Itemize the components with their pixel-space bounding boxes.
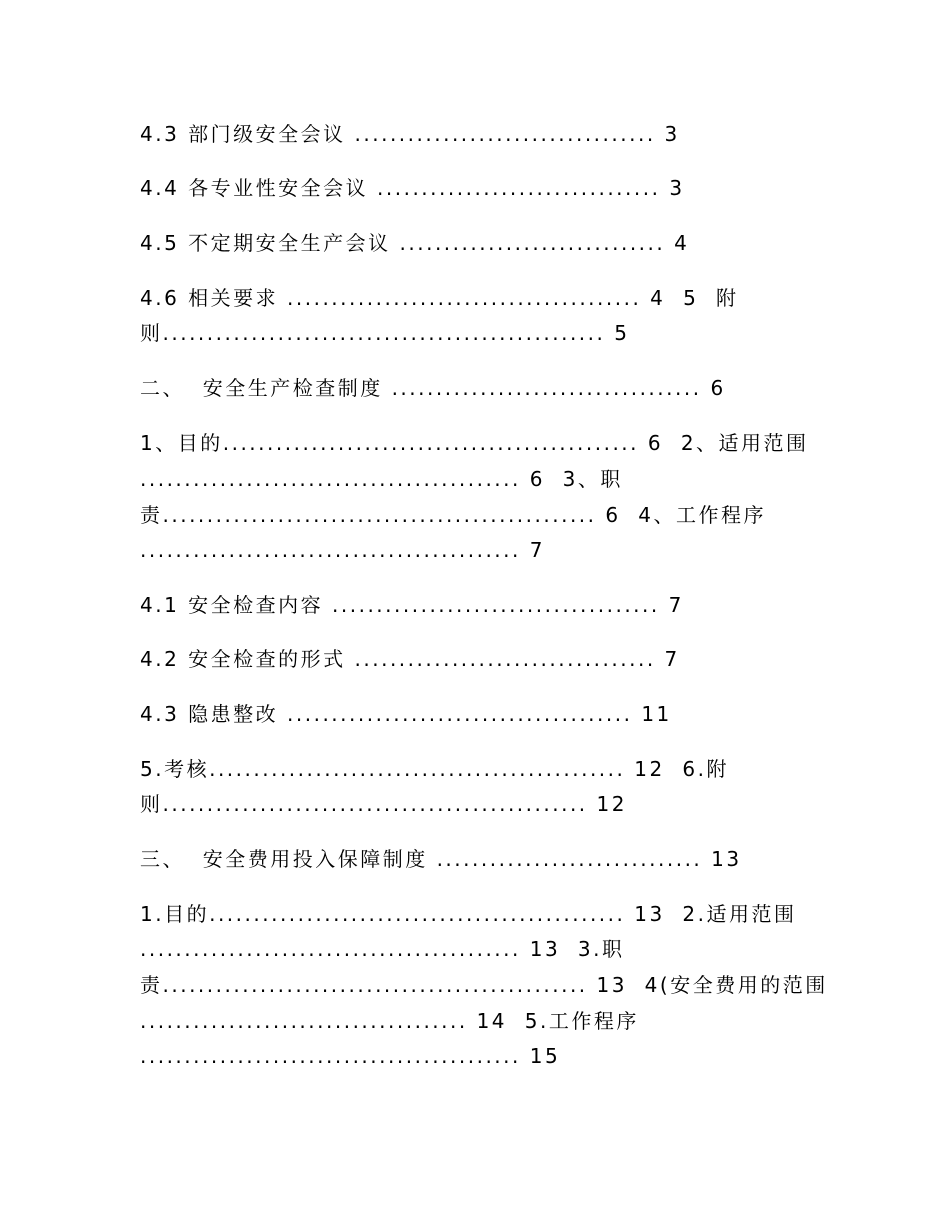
toc-line: 则.................................................. 5: [140, 321, 630, 345]
toc-line: 4.6 相关要求 ........................................ 4 5 附: [140, 286, 739, 310]
toc-line: ........................................... 15: [140, 1044, 561, 1068]
toc-line: 责................................................. 6 4、工作程序: [140, 503, 767, 527]
toc-line: 二、 安全生产检查制度 ................................... 6: [140, 376, 726, 400]
toc-line: 5.考核............................................... 12 6.附: [140, 757, 729, 781]
toc-line: 责................................................ 13 4(安全费用的范围: [140, 973, 828, 997]
toc-line: ..................................... 14 5.工作程序: [140, 1009, 639, 1033]
toc-line: ........................................... 7: [140, 538, 545, 562]
toc-line: 4.3 隐患整改 ....................................... 11: [140, 702, 672, 726]
toc-line: 三、 安全费用投入保障制度 .............................. 13: [140, 847, 742, 871]
toc-line: 则................................................ 12: [140, 792, 627, 816]
toc-line: 4.3 部门级安全会议 .................................. 3: [140, 122, 680, 146]
toc-line: 4.4 各专业性安全会议 ................................ 3: [140, 176, 685, 200]
toc-line: ........................................... 6 3、职: [140, 467, 623, 491]
toc-line: 4.1 安全检查内容 ..................................... 7: [140, 593, 684, 617]
toc-line: 4.5 不定期安全生产会议 .............................. 4: [140, 231, 690, 255]
toc-line: ........................................... 13 3.职: [140, 937, 625, 961]
toc-line: 1.目的............................................... 13 2.适用范围: [140, 902, 797, 926]
toc-line: 4.2 安全检查的形式 .................................. 7: [140, 647, 680, 671]
toc-line: 1、目的............................................... 6 2、适用范围: [140, 431, 809, 455]
